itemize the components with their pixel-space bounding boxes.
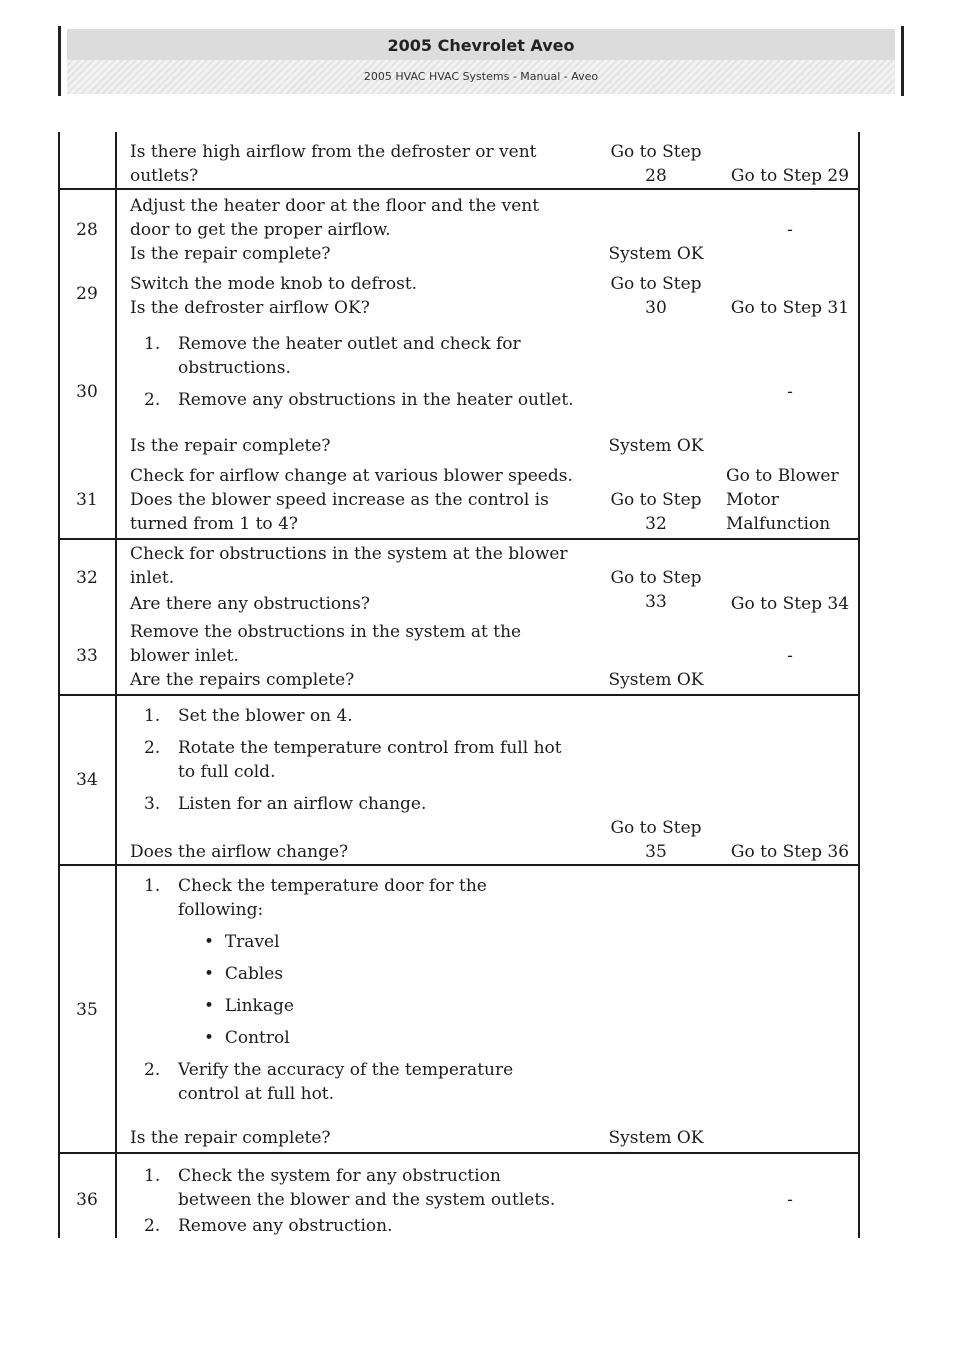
row-question: Are there any obstructions? [130, 594, 370, 614]
no-action: - [787, 1190, 793, 1210]
yes-action: System OK [608, 436, 704, 456]
step-index: 2. [144, 1060, 161, 1080]
step-number: 32 [76, 568, 98, 588]
step-number: 31 [76, 490, 98, 510]
bullet-item: • Cables [204, 964, 284, 984]
row-divider [58, 864, 860, 866]
yes-action: Go to Step [610, 142, 702, 162]
no-action: Malfunction [726, 514, 831, 534]
page-header [58, 26, 904, 96]
row-divider [58, 694, 860, 696]
step-text: obstructions. [178, 358, 291, 378]
step-number: 35 [76, 1000, 98, 1020]
step-text: Check the system for any obstruction [178, 1166, 501, 1186]
step-text: Set the blower on 4. [178, 706, 353, 726]
row-divider [58, 188, 860, 190]
row-action: Switch the mode knob to defrost. [130, 274, 418, 294]
row-action: door to get the proper airflow. [130, 220, 391, 240]
step-index: 2. [144, 390, 161, 410]
yes-action: 28 [645, 166, 667, 186]
step-text: Listen for an airflow change. [178, 794, 427, 814]
step-index: 1. [144, 876, 161, 896]
row-question: turned from 1 to 4? [130, 514, 298, 534]
step-number: 28 [76, 220, 98, 240]
bullet-item: • Linkage [204, 996, 294, 1016]
row-question: Is there high airflow from the defroster or vent [130, 142, 537, 162]
no-action: - [787, 220, 793, 240]
row-question: Is the repair complete? [130, 244, 331, 264]
row-divider [58, 538, 860, 540]
bullet-item: • Control [204, 1028, 290, 1048]
row-question: Does the airflow change? [130, 842, 349, 862]
yes-action: System OK [608, 244, 704, 264]
step-index: 3. [144, 794, 161, 814]
row-action: Check for airflow change at various blower speeds. [130, 466, 573, 486]
step-text: Remove any obstruction. [178, 1216, 393, 1236]
document-title: 2005 Chevrolet Aveo [67, 29, 895, 62]
step-index: 2. [144, 1216, 161, 1236]
yes-action: 32 [645, 514, 667, 534]
yes-action: Go to Step [610, 274, 702, 294]
no-action: - [787, 382, 793, 402]
document-subtitle: 2005 HVAC HVAC Systems - Manual - Aveo [363, 70, 599, 83]
row-action: Adjust the heater door at the floor and the vent [130, 196, 540, 216]
row-question: Is the repair complete? [130, 436, 331, 456]
yes-action: Go to Step [610, 818, 702, 838]
row-action: Check for obstructions in the system at the blower [130, 544, 568, 564]
yes-action: System OK [608, 670, 704, 690]
step-text: Remove the heater outlet and check for [178, 334, 521, 354]
step-index: 1. [144, 334, 161, 354]
step-index: 1. [144, 706, 161, 726]
step-text: to full cold. [178, 762, 276, 782]
step-text: following: [178, 900, 264, 920]
step-text: control at full hot. [178, 1084, 335, 1104]
step-text: Rotate the temperature control from full hot [178, 738, 562, 758]
no-action: Go to Step 34 [730, 594, 850, 614]
yes-action: 35 [645, 842, 667, 862]
row-action: inlet. [130, 568, 175, 588]
step-text: between the blower and the system outlets. [178, 1190, 556, 1210]
yes-action: Go to Step [610, 568, 702, 588]
yes-action: Go to Step [610, 490, 702, 510]
no-action: - [787, 646, 793, 666]
no-action: Go to Step 29 [730, 166, 850, 186]
row-action: Remove the obstructions in the system at the [130, 622, 522, 642]
no-action: Go to Blower [726, 466, 839, 486]
step-index: 1. [144, 1166, 161, 1186]
diagnostic-table [58, 132, 860, 1238]
no-action: Go to Step 36 [730, 842, 850, 862]
step-index: 2. [144, 738, 161, 758]
step-text: Verify the accuracy of the temperature [178, 1060, 514, 1080]
row-question: Is the defroster airflow OK? [130, 298, 370, 318]
step-number: 29 [76, 284, 98, 304]
row-question: Does the blower speed increase as the control is [130, 490, 549, 510]
row-action: blower inlet. [130, 646, 239, 666]
row-divider [58, 1152, 860, 1154]
no-action: Go to Step 31 [730, 298, 850, 318]
yes-action: 30 [645, 298, 667, 318]
step-number: 33 [76, 646, 98, 666]
row-question: outlets? [130, 166, 199, 186]
no-action: Motor [726, 490, 779, 510]
yes-action: System OK [608, 1128, 704, 1148]
step-text: Check the temperature door for the [178, 876, 487, 896]
row-question: Are the repairs complete? [130, 670, 355, 690]
row-question: Is the repair complete? [130, 1128, 331, 1148]
bullet-item: • Travel [204, 932, 280, 952]
step-text: Remove any obstructions in the heater outlet. [178, 390, 574, 410]
step-number: 36 [76, 1190, 98, 1210]
step-number: 30 [76, 382, 98, 402]
step-number: 34 [76, 770, 98, 790]
yes-action: 33 [645, 592, 667, 612]
